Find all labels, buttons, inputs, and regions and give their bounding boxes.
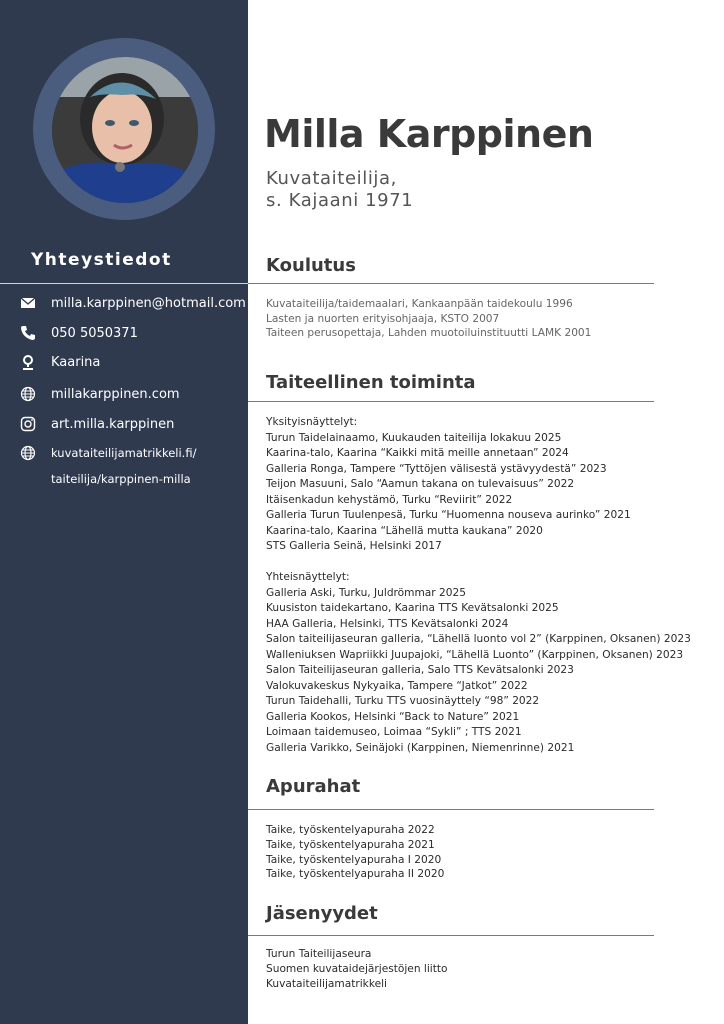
- section-title-toiminta: Taiteellinen toiminta: [266, 372, 476, 393]
- contact-phone[interactable]: [20, 325, 138, 341]
- list-item: Taike, työskentelyapuraha 2022: [266, 824, 435, 836]
- contact-heading: Yhteystiedot: [31, 250, 172, 270]
- section-divider-apurahat: [248, 809, 654, 810]
- list-item: Galleria Varikko, Seinäjoki (Karppinen, Niemenrinne) 2021: [266, 741, 575, 754]
- apurahat-list: [266, 823, 444, 882]
- list-item: Kaarina-talo, Kaarina “Kaikki mitä meille annetaan” 2024: [266, 447, 569, 459]
- contact-matrikkeli-continued[interactable]: [51, 472, 191, 486]
- jasenyydet-list: [266, 947, 448, 991]
- group-exhibitions-list: [266, 570, 691, 756]
- list-item: Galleria Kookos, Helsinki “Back to Nature” 2021: [266, 710, 520, 723]
- solo-exhibitions-list: [266, 415, 631, 555]
- contact-matrikkeli-text-2: taiteilija/karppinen-milla: [51, 472, 191, 486]
- subtitle-birth: s. Kajaani 1971: [266, 190, 414, 211]
- contact-divider: [0, 283, 248, 284]
- group-heading: Yhteisnäyttelyt:: [266, 571, 350, 583]
- contact-matrikkeli[interactable]: [20, 445, 196, 461]
- list-item: Taike, työskentelyapuraha I 2020: [266, 853, 442, 866]
- list-item: Suomen kuvataidejärjestöjen liitto: [266, 962, 448, 975]
- subtitle-profession: Kuvataiteilija,: [266, 168, 397, 189]
- list-item: HAA Galleria, Helsinki, TTS Kevätsalonki 2024: [266, 617, 509, 630]
- section-divider-toiminta: [248, 401, 654, 402]
- section-title-koulutus: Koulutus: [266, 255, 356, 276]
- section-divider-jasenyydet: [248, 935, 654, 936]
- list-item: Kuusiston taidekartano, Kaarina TTS Kevätsalonki 2025: [266, 602, 559, 614]
- list-item: Itäisenkadun kehystämö, Turku “Reviirit” 2022: [266, 493, 513, 506]
- list-item: STS Galleria Seinä, Helsinki 2017: [266, 540, 442, 552]
- list-item: Galleria Aski, Turku, Juldrömmar 2025: [266, 586, 466, 599]
- koulutus-list: [266, 297, 591, 341]
- list-item: Taike, työskentelyapuraha 2021: [266, 838, 435, 851]
- mail-icon: [20, 295, 36, 311]
- list-item: Teijon Masuuni, Salo “Aamun takana on tulevaisuus” 2022: [266, 478, 575, 490]
- list-item: Taike, työskentelyapuraha II 2020: [266, 868, 445, 881]
- list-item: Turun Taidehalli, Turku TTS vuosinäyttely “98” 2022: [266, 695, 540, 707]
- list-item: Loimaan taidemuseo, Loimaa “Sykli” ; TTS 2021: [266, 726, 522, 738]
- solo-heading: Yksityisnäyttelyt:: [266, 416, 358, 428]
- contact-phone-text: 050 5050371: [51, 325, 138, 341]
- list-item: Lasten ja nuorten erityisohjaaja, KSTO 2007: [266, 312, 500, 325]
- person-name: Milla Karppinen: [264, 112, 594, 156]
- contact-instagram-text: art.milla.karppinen: [51, 416, 175, 432]
- list-item: Valokuvakeskus Nykyaika, Tampere “Jatkot” 2022: [266, 679, 528, 692]
- list-item: Kuvataiteilijamatrikkeli: [266, 977, 387, 990]
- contact-website-text: millakarppinen.com: [51, 386, 180, 402]
- contact-matrikkeli-text-1: kuvataiteilijamatrikkeli.fi/: [51, 446, 197, 460]
- list-item: Taiteen perusopettaja, Lahden muotoiluinstituutti LAMK 2001: [266, 327, 592, 339]
- globe-icon: [20, 386, 36, 402]
- location-pin-icon: [20, 354, 36, 370]
- contact-location: [20, 354, 100, 370]
- contact-location-text: Kaarina: [51, 354, 101, 370]
- list-item: Turun Taiteilijaseura: [266, 948, 372, 960]
- list-item: Salon Taiteilijaseuran galleria, Salo TTS Kevätsalonki 2023: [266, 664, 574, 676]
- globe-icon: [20, 445, 36, 461]
- section-title-jasenyydet: Jäsenyydet: [266, 903, 378, 924]
- phone-icon: [20, 325, 36, 341]
- profile-photo-illustration: [52, 57, 198, 203]
- contact-website[interactable]: [20, 386, 180, 402]
- list-item: Galleria Ronga, Tampere “Tyttöjen välisestä ystävyydestä” 2023: [266, 462, 607, 475]
- profile-photo: [52, 57, 198, 203]
- contact-instagram[interactable]: [20, 416, 174, 432]
- list-item: Walleniuksen Wapriikki Juupajoki, “Lähellä Luonto” (Karppinen, Oksanen) 2023: [266, 648, 684, 661]
- contact-email-text: milla.karppinen@hotmail.com: [51, 295, 246, 311]
- section-divider-koulutus: [248, 283, 654, 284]
- list-item: Turun Taidelainaamo, Kuukauden taiteilija lokakuu 2025: [266, 431, 562, 444]
- list-item: Galleria Turun Tuulenpesä, Turku “Huomenna nouseva aurinko” 2021: [266, 509, 631, 521]
- list-item: Kuvataiteilija/taidemaalari, Kankaanpään taidekoulu 1996: [266, 298, 573, 310]
- list-item: Salon taiteilijaseuran galleria, “Lähellä luonto vol 2” (Karppinen, Oksanen) 2023: [266, 633, 691, 645]
- contact-email[interactable]: [20, 295, 246, 311]
- section-title-apurahat: Apurahat: [266, 776, 361, 797]
- list-item: Kaarina-talo, Kaarina “Lähellä mutta kaukana” 2020: [266, 524, 543, 537]
- instagram-icon: [20, 416, 36, 432]
